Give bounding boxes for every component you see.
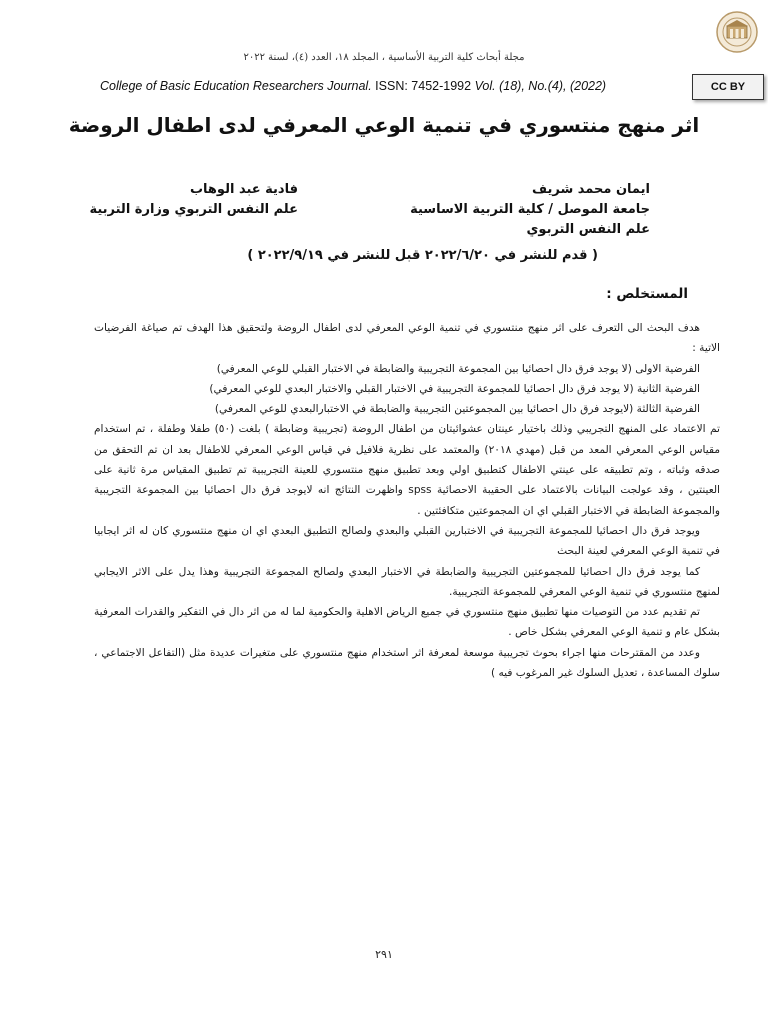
issn: ISSN: 7452-1992 (375, 79, 472, 93)
paper-title: اثر منهج منتسوري في تنمية الوعي المعرفي لدى اطفال الروضة (68, 113, 700, 137)
abstract-paragraph: وعدد من المقترحات منها اجراء بحوث تجريبية موسعة لمعرفة اثر استخدام منهج منتسوري على متغيرات عديدة مثل (التفاعل الاجتماعي ، سلوك المساعدة ، تعديل السلوك غير المرغوب فيه ) (94, 646, 720, 680)
author-name: فادية عبد الوهاب (189, 182, 298, 197)
hypothesis-item: الفرضية الثالثة (لايوجد فرق دال احصائيا بين المجموعتين التجريبية والضابطة في الاختبارالبعدي للوعي المعرفي) (214, 403, 700, 416)
abstract-paragraph: ويوجد فرق دال احصائيا للمجموعة التجريبية في الاختبارين القبلي والبعدي ولصالح التطبيق البعدي اي ان منهج منتسوري كان له اثر ايجابيا في تنمية الوعي المعرفي لعينة البحث (94, 524, 720, 558)
author-block (410, 180, 650, 240)
author-affiliation: علم النفس التربوي وزارة التربية (89, 202, 298, 217)
hypothesis-item: الفرضية الاولى (لا يوجد فرق دال احصائيا بين المجموعة التجريبية والضابطة في الاختبار القبلي للوعي المعرفي) (216, 362, 700, 375)
abstract-paragraph: تم الاعتماد على المنهج التجريبي وذلك باختيار عينتان عشوائيتان من اطفال الروضة (تجريبية وضابطة ) بلغت (٥٠) طفلا وطفلة ، تم استخدام مقياس الوعي المعرفي المعد من قبل (مهدي ٢٠١٨) والمعتمد على نظرية فلافيل في قياس الوعي المعرفي للاطفال بعد ان تم التحقق من صدقه وثباته ، وتم تطبيقه على عينتي الاطفال كتطبيق اولي وبعد تطبيق منهج منتسوري للعينة التجريبية تم تطبيق المقياس مرة ثانية على العينتين ، وقد عولجت البيانات بالاعتماد على الحقيبة الاحصائية spss واظهرت النتائج انه لايوجد فرق دال احصائيا بين المجموعة التجريبية والمجموعة الضابطة في الاختبار القبلي اي ان المجموعتين متكافئتين . (94, 423, 721, 517)
author-department: علم النفس التربوي (526, 222, 650, 237)
abstract-paragraph: تم تقديم عدد من التوصيات منها تطبيق منهج منتسوري في جميع الرياض الاهلية والحكومية لما له من اثر دال في التفكير والقدرات المعرفية بشكل عام و تنمية الوعي المعرفي بشكل خاص . (94, 606, 720, 639)
university-logo (712, 10, 762, 54)
author-name: ايمان محمد شريف (532, 182, 650, 197)
journal-header-english (100, 79, 606, 93)
abstract-paragraph: كما يوجد فرق دال احصائيا للمجموعتين التجريبية والضابطة في الاختبار البعدي ولصالح المجموعة التجريبية وهذا يدل على الاثر الايجابي لمنهج منتسوري في تنمية الوعي المعرفي للمجموعة التجريبية. (94, 565, 720, 598)
author-block (89, 180, 298, 220)
abstract-body (94, 318, 720, 683)
journal-name: College of Basic Education Researchers Journal. (100, 79, 372, 93)
hypothesis-item: الفرضية الثانية (لا يوجد فرق دال احصائيا للمجموعة التجريبية في الاختبار القبلي والاختبار البعدي للوعي المعرفي) (209, 382, 700, 395)
page-number: ٢٩١ (375, 948, 393, 961)
volume-issue: Vol. (18), No.(4), (2022) (474, 79, 607, 93)
journal-header-arabic: مجلة أبحاث كلية التربية الأساسية ، المجلد ١٨، العدد (٤)، لسنة ٢٠٢٢ (243, 52, 525, 63)
abstract-heading: المستخلص : (606, 286, 688, 302)
license-badge[interactable]: CC BY (692, 74, 764, 100)
abstract-paragraph: هدف البحث الى التعرف على اثر منهج منتسوري في تنمية الوعي المعرفي لدى اطفال الروضة ولتحقيق هذا الهدف تم صياغة الفرضيات الاتية : (94, 322, 720, 355)
author-affiliation: جامعة الموصل / كلية التربية الاساسية (410, 202, 650, 217)
submission-dates: ( قدم للنشر في ٢٠٢٢/٦/٢٠ قبل للنشر في ٢٠٢٢/٩/١٩ ) (247, 248, 598, 263)
